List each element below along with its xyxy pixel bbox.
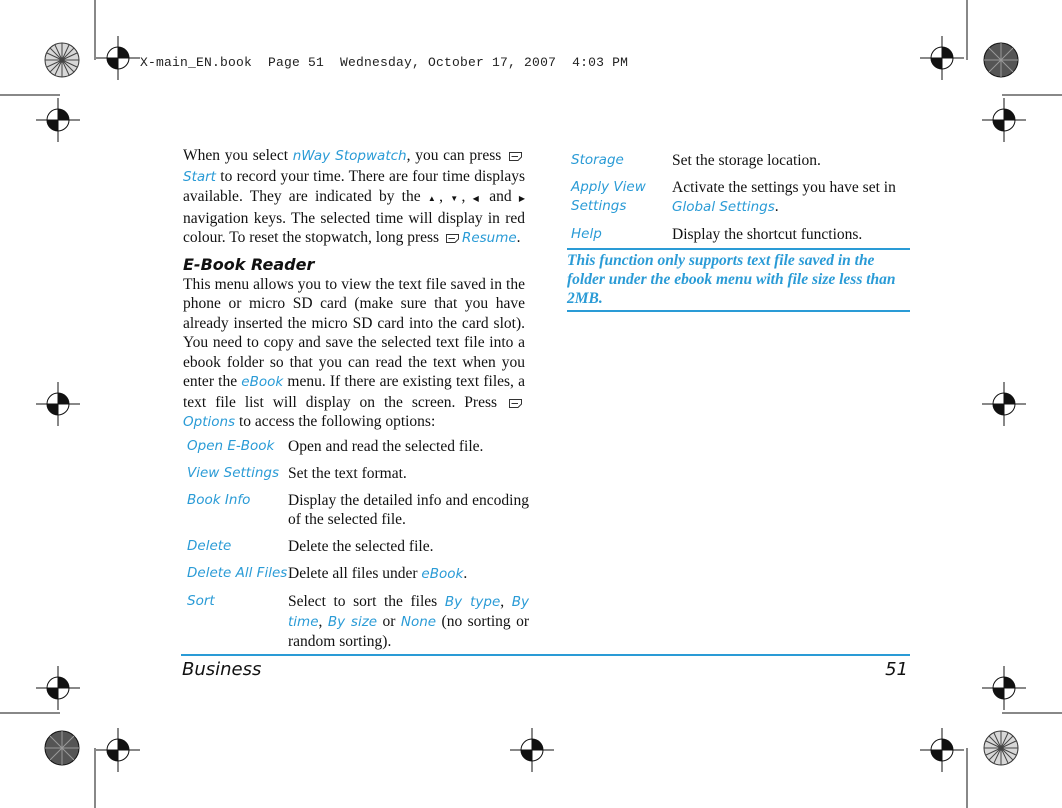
starburst-mark-icon: [44, 42, 80, 78]
starburst-mark-icon: [44, 730, 80, 766]
left-column: [183, 146, 530, 659]
table-row: Book Info Display the detailed info and encoding of the selected file.: [187, 491, 529, 528]
registration-target-icon: [36, 382, 80, 426]
table-row: Storage Set the storage location.: [571, 152, 821, 169]
nav-down-icon: ▼: [450, 194, 462, 203]
registration-target-icon: [982, 98, 1026, 142]
options-table: [187, 437, 529, 659]
running-head: X-main_EN.book Page 51 Wednesday, October 17, 2007 4:03 PM: [140, 55, 629, 70]
table-row: Apply View Settings Activate the settings you have set in Global Settings.: [571, 179, 896, 215]
nway-stopwatch-link: nWay Stopwatch: [292, 148, 407, 164]
footer-rule: [181, 654, 910, 656]
start-link: Start: [183, 168, 216, 185]
left-softkey-icon: [446, 234, 459, 243]
options-table-continued: [571, 151, 914, 252]
page-number: 51: [885, 659, 908, 680]
registration-target-icon: [36, 666, 80, 710]
registration-target-icon: [920, 36, 964, 80]
resume-link: Resume: [461, 230, 517, 246]
registration-target-icon: [36, 98, 80, 142]
note-text: This function only supports text file saved in the folder under the ebook menu with file size less than 2MB.: [567, 252, 896, 307]
registration-target-icon: [96, 36, 140, 80]
right-column: [567, 151, 910, 312]
options-link: Options: [183, 414, 236, 430]
registration-target-icon: [920, 728, 964, 772]
table-row: Help Display the shortcut functions.: [571, 226, 863, 243]
section-name: Business: [182, 659, 262, 680]
section-heading: E-Book Reader: [183, 254, 315, 274]
table-row: Open E-Book Open and read the selected file.: [187, 437, 484, 455]
left-softkey-icon: [509, 399, 522, 408]
starburst-mark-icon: [983, 42, 1019, 78]
nav-left-icon: ◀: [472, 194, 483, 203]
table-row: Delete Delete the selected file.: [187, 537, 434, 555]
table-row: Delete All Files Delete all files under eBook.: [187, 564, 468, 582]
registration-target-icon: [96, 728, 140, 772]
table-row: View Settings Set the text format.: [187, 464, 407, 482]
ebook-link: eBook: [241, 374, 284, 390]
left-softkey-icon: [509, 152, 522, 161]
registration-target-icon: [982, 666, 1026, 710]
nav-up-icon: ▲: [427, 194, 440, 203]
table-row: Sort Select to sort the files By type, By time, By size or None (no sorting or random sorting).: [187, 592, 530, 650]
ebook-intro-paragraph: This menu allows you to view the text file saved in the phone or micro SD card (make sure that you have already inserted the micro SD card into the card slot). You need to copy and save the selected text file into a ebook folder so that you can read the text when you enter the eBook menu. If there are existing text files, a text file list will display on the screen. Press Options to access the following options:: [183, 275, 525, 430]
stopwatch-paragraph: When you select nWay Stopwatch, you can press Start to record your time. There are four time displays available. They are indicated by the ▲, ▼, ◀ and ▶ navigation keys. The selected time will display in red colour. To reset the stopwatch, long press Resume.: [183, 147, 526, 246]
starburst-mark-icon: [983, 730, 1019, 766]
registration-target-icon: [982, 382, 1026, 426]
registration-target-icon: [510, 728, 554, 772]
note-box: [567, 248, 910, 312]
nav-right-icon: ▶: [518, 194, 526, 203]
